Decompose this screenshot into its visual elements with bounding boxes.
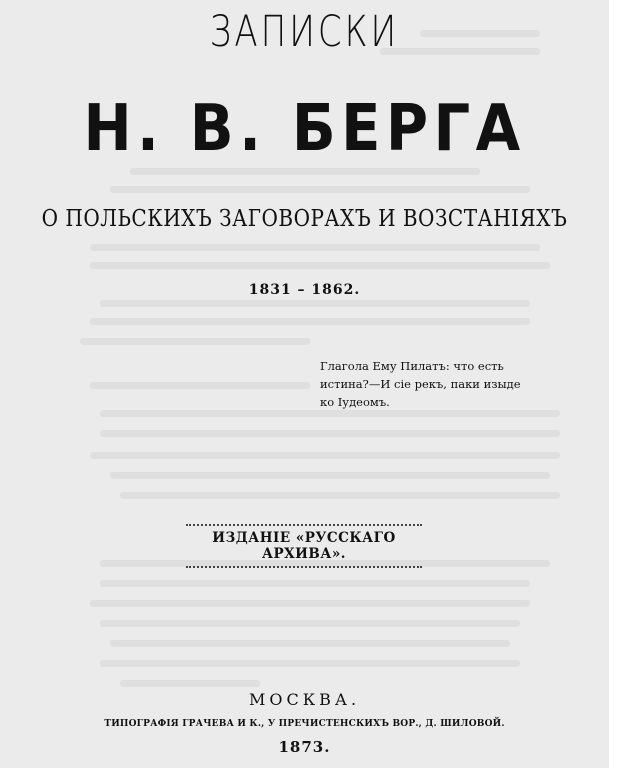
- publication-city: МОСКВА.: [248, 690, 361, 709]
- epigraph: Глагола Ему Пилатъ: что есть истина?—И сіе рекъ, паки изыде ко Іудеомъ.: [320, 359, 521, 409]
- page-edge: [609, 0, 617, 768]
- publication-year: 1873.: [278, 738, 331, 756]
- edition-banner: ИЗДАНІЕ «РУССКАГО АРХИВА».: [186, 524, 422, 568]
- years-range: 1831 – 1862.: [248, 282, 361, 298]
- title-author: Н. В. БЕРГА: [83, 92, 526, 166]
- printer-line: ТИПОГРАФІЯ ГРАЧЕВА И К., У ПРЕЧИСТЕНСКИХЪ ВОР., Д. ШИЛОВОЙ.: [104, 718, 505, 729]
- title-line-1: ЗАПИСКИ: [209, 7, 400, 57]
- subtitle: О ПОЛЬСКИХЪ ЗАГОВОРАХЪ И ВОЗСТАНІЯХЪ: [41, 204, 568, 232]
